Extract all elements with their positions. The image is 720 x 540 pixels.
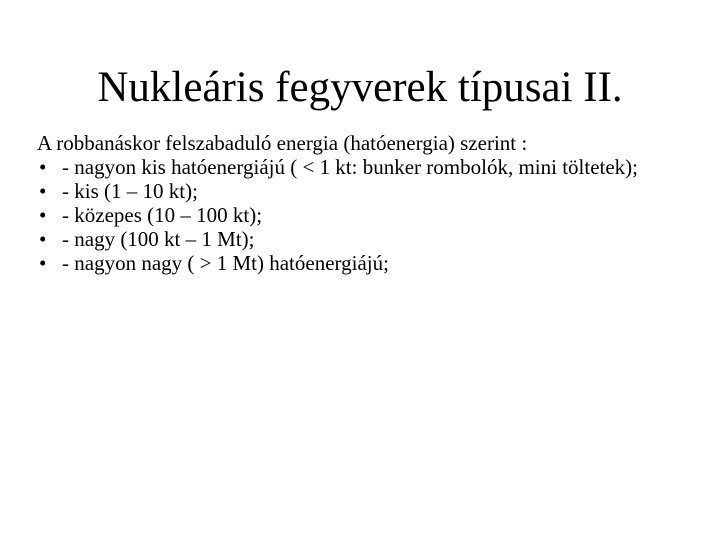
bullet-dot-icon: • <box>39 179 47 203</box>
bullet-text: - nagyon nagy ( > 1 Mt) hatóenergiájú; <box>62 251 389 275</box>
bullet-item <box>37 179 687 203</box>
slide-body <box>37 131 687 275</box>
bullet-item <box>37 155 687 179</box>
bullet-dot-icon: • <box>39 155 47 179</box>
bullet-text: - nagy (100 kt – 1 Mt); <box>62 227 255 251</box>
bullet-dot-icon: • <box>39 251 47 275</box>
bullet-list <box>37 155 687 275</box>
intro-text: A robbanáskor felszabaduló energia (hatóenergia) szerint : <box>37 131 528 155</box>
bullet-text: - közepes (10 – 100 kt); <box>62 203 263 227</box>
bullet-item <box>37 227 687 251</box>
bullet-text: - nagyon kis hatóenergiájú ( < 1 kt: bunker rombolók, mini töltetek); <box>62 155 639 179</box>
bullet-item <box>37 203 687 227</box>
bullet-dot-icon: • <box>39 227 47 251</box>
bullet-text: - kis (1 – 10 kt); <box>62 179 198 203</box>
bullet-dot-icon: • <box>39 203 47 227</box>
slide-title: Nukleáris fegyverek típusai II. <box>97 64 623 111</box>
bullet-item <box>37 251 687 275</box>
